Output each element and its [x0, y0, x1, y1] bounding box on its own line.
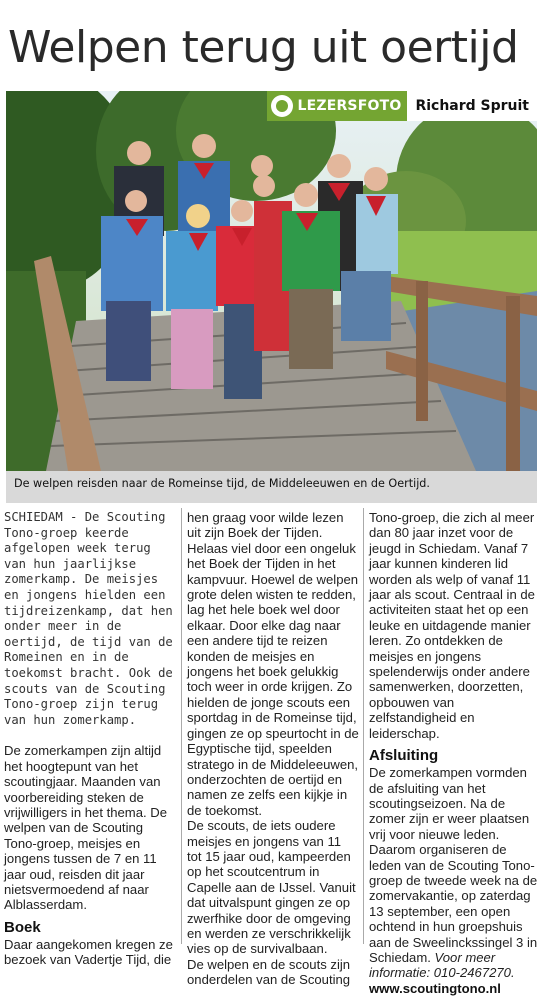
column-divider	[363, 508, 364, 944]
subheading-boek: Boek	[4, 918, 41, 936]
paragraph: Tono-groep, die zich al meer dan 80 jaar inzet voor de jeugd in Schiedam. Vanaf 7 jaar kunnen kinderen lid worden als welp of vanaf 11 jaar als scout. Centraal in de activiteiten staat het op een leuke en uitdagende manier leren. Zo ontdekken de meisjes en jongens spelenderwijs onder andere samenwerken, doorzetten, opbouwen van zelfstandigheid en leiderschap.	[369, 510, 535, 741]
paragraph: hen graag voor wilde lezen uit zijn Boek der Tijden. Helaas viel door een ongeluk het Boek der Tijden in het kampvuur. Hoewel de welpen grote delen wisten te redden, lag het hele boek wel door elkaar. Door elke dag naar een andere tijd te reizen konden de meisjes en jongens het boek gelukkig toch weer in orde krijgen. Zo hielden de jonge scouts een sportdag in de Romeinse tijd, gingen ze op speurtocht in de Egyptische tijd, speelden stratego in de Middeleeuwen, onderzochten de oertijd en namen ze zelfs een kijkje in de toekomst.	[187, 510, 359, 818]
article-column-1	[4, 510, 177, 968]
photo-caption: De welpen reisden naar de Romeinse tijd, de Middeleeuwen en de Oertijd.	[14, 477, 430, 490]
paragraph-text: De zomerkampen vormden de afsluiting van het scoutingseizoen. Na de zomer zijn er weer plaatsen vrij voor nieuwe leden. Daarom organiseren de leden van de Scouting Tono-groep de tweede week na de zomervakantie, op zaterdag 13 september, een open ochtend in hun groepshuis aan de Sweelinckssingel 3 in Schiedam.	[369, 765, 538, 965]
paragraph: Daar aangekomen kregen ze bezoek van Vadertje Tijd, die	[4, 936, 173, 968]
article-column-3	[369, 510, 541, 996]
photo-illustration	[6, 91, 537, 471]
paragraph	[369, 765, 541, 981]
camera-icon	[271, 95, 293, 117]
article-column-2	[187, 510, 359, 988]
contact-info: Voor meer informatie: 010-2467270.	[369, 949, 515, 981]
badge-label: LEZERSFOTO	[297, 98, 402, 114]
intro-paragraph: SCHIEDAM - De Scouting Tono-groep keerde afgelopen week terug van hun jaarlijkse zomerkamp. De meisjes en jongens hielden een tijdreizenkamp, dat hen onder meer in de oertijd, de tijd van de Romeinen en in de toekomst bracht. Ook de scouts van de Scouting Tono-groep zijn terug van hun zomerkamp.	[4, 510, 173, 727]
column-divider	[181, 508, 182, 944]
paragraph: De welpen en de scouts zijn onderdelen van de Scouting	[187, 956, 351, 988]
reader-photo-badge	[267, 91, 537, 121]
subheading-afsluiting: Afsluiting	[369, 747, 439, 765]
photographer-name: Richard Spruit	[415, 98, 529, 114]
paragraph: De scouts, de iets oudere meisjes en jongens van 11 tot 15 jaar oud, kampeerden op het scoutcentrum in Capelle aan de IJssel. Vanuit dat uitvalspunt gingen ze op zwerfhike door de omgeving en werden ze verschrikkelijk vies op de survivalbaan.	[187, 818, 356, 957]
photo-frame	[6, 91, 537, 503]
paragraph: De zomerkampen zijn altijd het hoogtepunt van het scoutingjaar. Maanden van voorbereiding steken de vrijwilligers in het thema. De welpen van de Scouting Tono-groep, meisjes en jongens tussen de 7 en 11 jaar oud, reisden dit jaar nietsvermoedend af naar Alblasserdam.	[4, 743, 168, 913]
badge-label-block	[267, 91, 407, 121]
group-photo	[6, 91, 537, 471]
website-link[interactable]: www.scoutingtono.nl	[369, 980, 501, 996]
headline: Welpen terug uit oertijd	[8, 22, 519, 73]
